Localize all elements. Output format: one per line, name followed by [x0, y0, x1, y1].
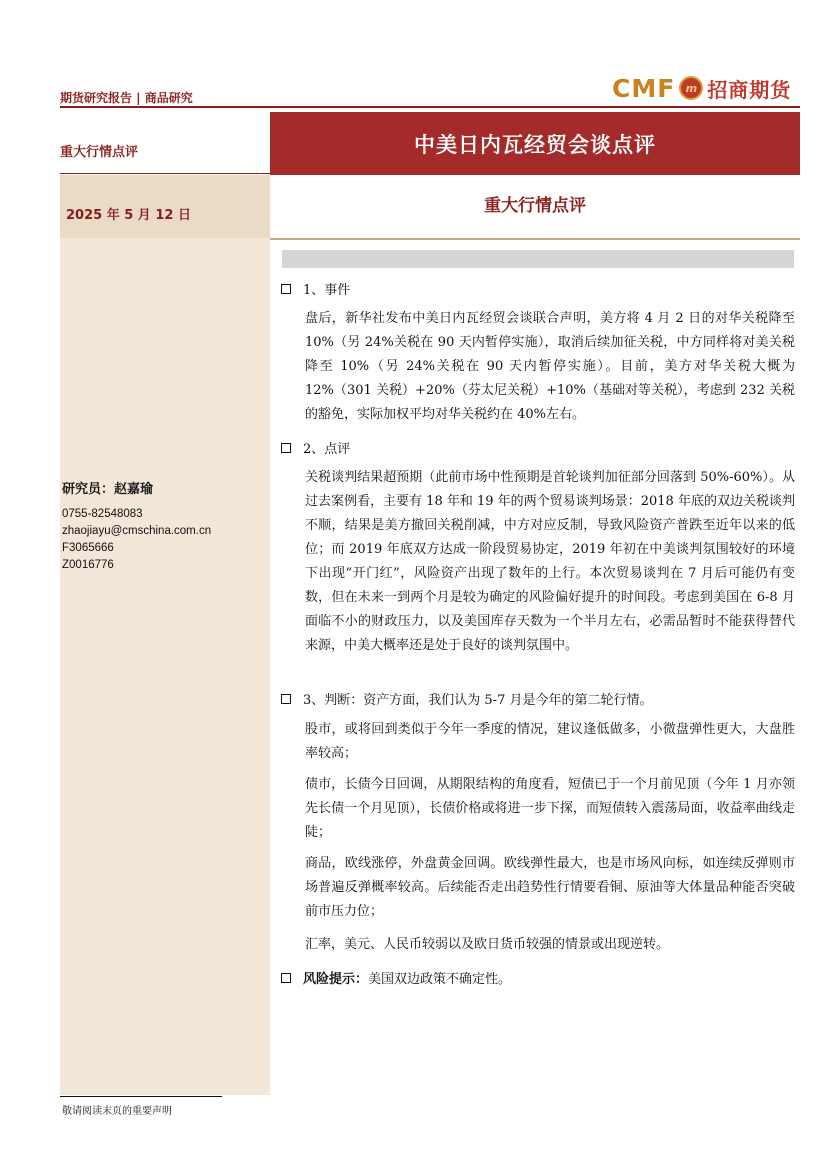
author-email: zhaojiayu@cmschina.com.cn	[62, 525, 212, 537]
section-2-body: 关税谈判结果超预期（此前市场中性预期是首轮谈判加征部分回落到 50%-60%）。从过去案例看，主要有 18 年和 19 年的两个贸易谈判场景：2018 年底的双边关税谈判不顺，结果是美方撤回关税削减，中方对应反制，导致风险资产普跌至近年以来的低位；而 2019 年底双方达成一阶段贸易协定，2019 年初在中美谈判氛围较好的环境下出现“开门红”，风险资产出现了数年的上行。本次贸易谈判在 7 月后可能仍有变数，但在未来一到两个月是较为确定的风险偏好提升的时间段。考虑到美国在 6-8 月面临不小的财政压力，以及美国库存天数为一个半月左右，必需品暂时不能获得替代来源，中美大概率还是处于良好的谈判氛围中。	[305, 470, 795, 653]
section-1-heading	[281, 279, 350, 298]
section-2-heading	[281, 438, 350, 457]
page-title: 中美日内瓦经贸会谈点评	[414, 132, 656, 157]
license-z: Z0016776	[62, 559, 114, 571]
section-3-heading	[281, 689, 652, 708]
logo-chinese: 招商期货	[707, 77, 792, 102]
sub-title: 重大行情点评	[484, 196, 586, 216]
company-logo	[612, 72, 791, 104]
section-label: 重大行情点评	[60, 145, 139, 160]
risk-row	[281, 968, 511, 987]
sidebar-panel	[60, 175, 270, 1095]
report-date: 2025 年 5 月 12 日	[66, 208, 191, 223]
footer-rule	[60, 1096, 222, 1097]
fx-paragraph: 汇率，美元、人民币较弱以及欧日货币较强的情景或出现逆转。	[305, 937, 670, 952]
bonds-paragraph: 债市，长债今日回调，从期限结构的角度看，短债已于一个月前见顶（今年 1 月亦领先长债一个月见顶），长债价格或将进一步下探，而短债转入震荡局面，收益率曲线走陡；	[305, 777, 795, 840]
commodities-paragraph: 商品，欧线涨停，外盘黄金回调。欧线弹性最大，也是市场风向标，如连续反弹则市场普遍反弹概率较高。后续能否走出趋势性行情要看铜、原油等大体量品种能否突破前市压力位；	[305, 856, 795, 919]
header-rule	[60, 106, 800, 108]
risk-label: 风险提示：	[303, 972, 369, 987]
grey-band	[282, 250, 794, 268]
section-1-title: 1、事件	[303, 283, 351, 298]
author-name: 研究员：赵嘉瑜	[62, 482, 154, 497]
section-rule	[60, 173, 270, 174]
checkbox-bullet-icon	[281, 443, 291, 453]
footer-disclaimer: 敬请阅读末页的重要声明	[62, 1106, 172, 1117]
report-type-label: 期货研究报告 | 商品研究	[60, 91, 193, 105]
license-f: F3065666	[62, 542, 114, 554]
author-phone: 0755-82548083	[62, 508, 143, 520]
stocks-paragraph: 股市，或将回到类似于今年一季度的情况，建议逢低做多，小微盘弹性更大，大盘胜率较高；	[305, 722, 795, 761]
logo-latin: CMF	[612, 73, 676, 103]
section-2-title: 2、点评	[303, 442, 351, 457]
section-3-title: 3、判断：资产方面，我们认为 5-7 月是今年的第二轮行情。	[303, 693, 653, 708]
section-1-body: 盘后，新华社发布中美日内瓦经贸会谈联合声明，美方将 4 月 2 日的对华关税降至 10%（另 24%关税在 90 天内暂停实施），取消后续加征关税，中方同样将对美关税降至 10%（另 24%关税在 90 天内暂停实施）。目前，美方对华关税大概为 12%（301 关税）+20%（芬太尼关税）+10%（基础对等关税），考虑到 232 关税的豁免，实际加权平均对华关税约在 40%左右。	[305, 311, 795, 422]
logo-emblem-icon: m	[679, 76, 703, 100]
checkbox-bullet-icon	[281, 973, 291, 983]
title-bar	[270, 112, 800, 175]
risk-text: 美国双边政策不确定性。	[368, 972, 512, 987]
checkbox-bullet-icon	[281, 284, 291, 294]
author-contact	[62, 506, 211, 574]
checkbox-bullet-icon	[281, 694, 291, 704]
sub-title-rule	[270, 238, 800, 240]
